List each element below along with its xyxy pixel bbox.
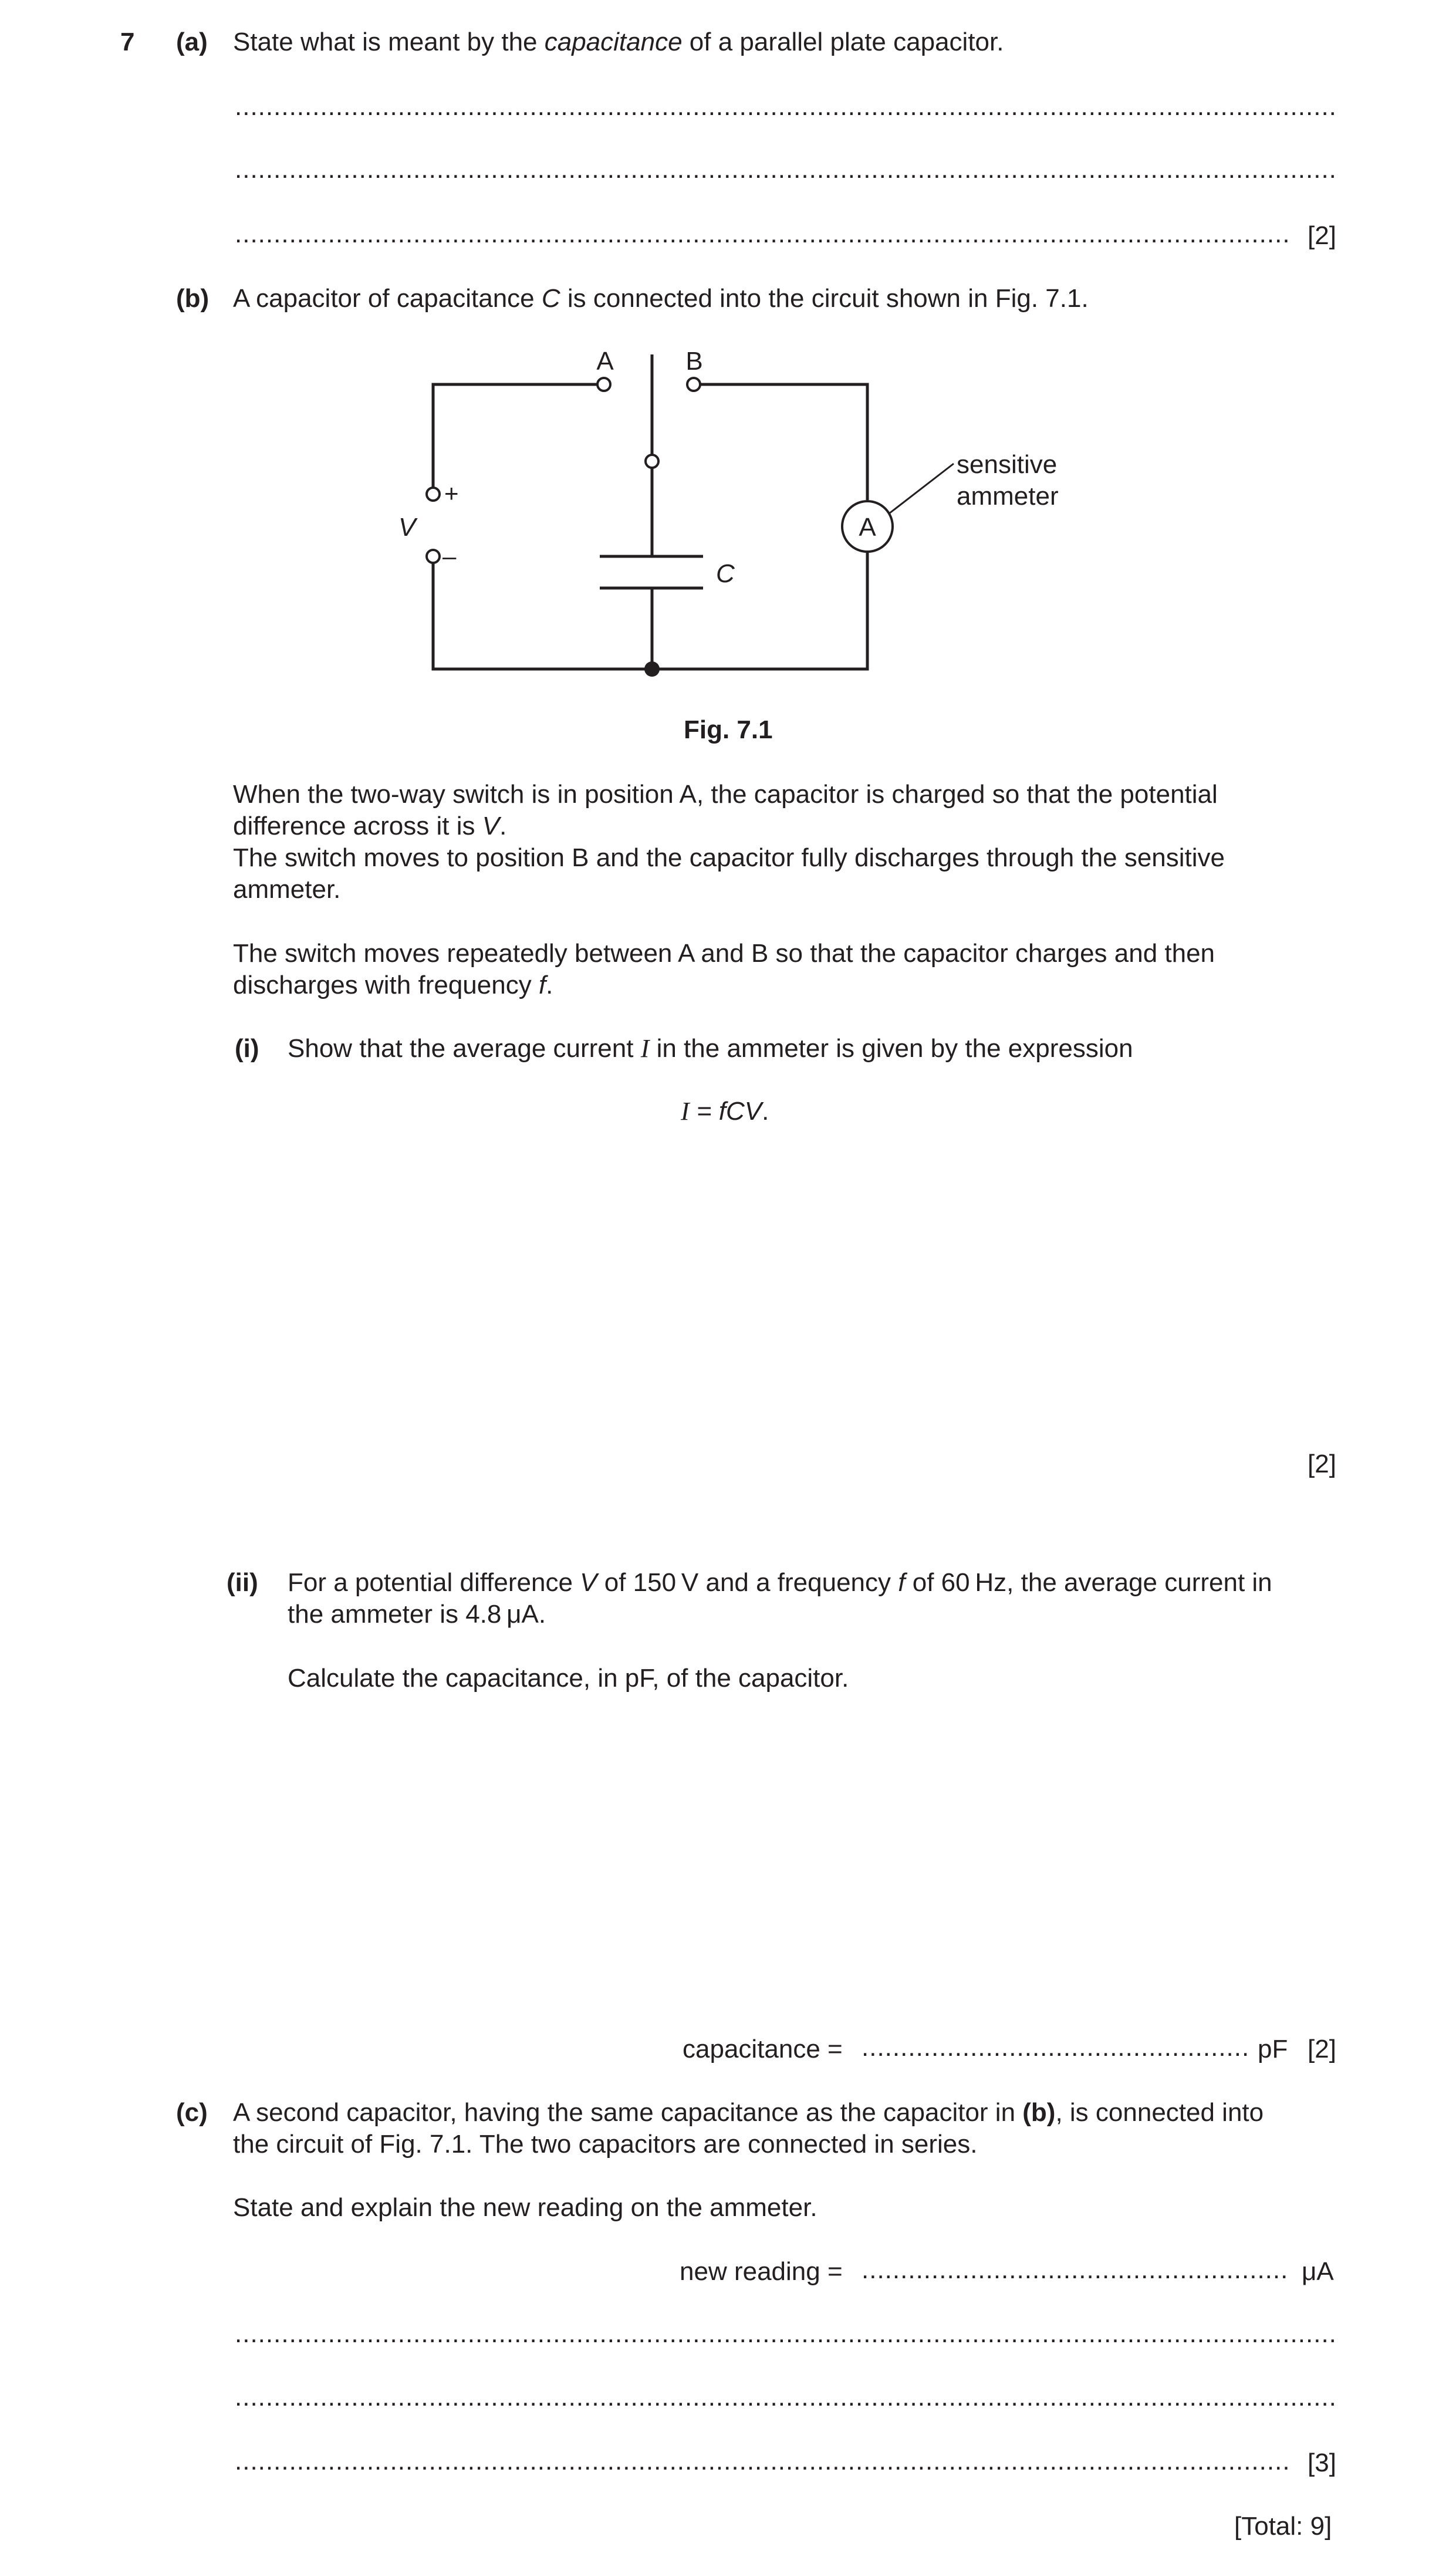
ammeter-symbol: A bbox=[859, 513, 876, 542]
sub-i-label: (i) bbox=[235, 1034, 259, 1063]
sub-i-question bbox=[288, 1033, 1133, 1065]
terminal-minus bbox=[427, 550, 440, 563]
terminal-a bbox=[597, 378, 610, 391]
part-c-line2: the circuit of Fig. 7.1. The two capacitors are connected in series. bbox=[233, 2130, 978, 2159]
sub-ii-text-a: For a potential difference bbox=[288, 1568, 580, 1597]
working-space-i[interactable] bbox=[288, 1144, 1338, 1438]
working-space-ii[interactable] bbox=[288, 1714, 1338, 2007]
part-c-instruction: State and explain the new reading on the ammeter. bbox=[233, 2193, 817, 2222]
capacitance-answer-label: capacitance = bbox=[683, 2035, 843, 2063]
switch-pivot bbox=[646, 455, 658, 468]
part-b-para1-line1: When the two-way switch is in position A, the capacitor is charged so that the potential bbox=[233, 780, 1218, 809]
sub-i-text-end: in the ammeter is given by the expression bbox=[649, 1034, 1133, 1063]
sub-ii-line1 bbox=[288, 1567, 1338, 1599]
new-reading-answer-line[interactable] bbox=[862, 2254, 1290, 2286]
sub-ii-label: (ii) bbox=[227, 1568, 258, 1597]
question-total: [Total: 9] bbox=[1234, 2512, 1332, 2541]
part-b-para1-line3: The switch moves to position B and the capacitor fully discharges through the sensitive bbox=[233, 843, 1225, 872]
part-c-line1 bbox=[233, 2097, 1338, 2129]
new-reading-label: new reading = bbox=[680, 2257, 843, 2286]
part-b-para1-line2 bbox=[233, 810, 506, 842]
answer-line[interactable] bbox=[235, 2382, 1338, 2413]
capacitance-unit: pF bbox=[1258, 2035, 1288, 2063]
part-a-emphasis: capacitance bbox=[544, 28, 683, 56]
capacitor-label: C bbox=[716, 559, 735, 588]
wire-left-top bbox=[433, 384, 597, 492]
ammeter-label-ammeter: ammeter bbox=[957, 482, 1059, 511]
part-c-marks: [3] bbox=[1308, 2448, 1336, 2477]
sub-ii-text-c: of 60 Hz, the average current in bbox=[905, 1568, 1272, 1597]
plus-sign: + bbox=[444, 479, 459, 507]
sub-ii-line2: the ammeter is 4.8 μA. bbox=[288, 1600, 546, 1629]
part-b-intro-text: A capacitor of capacitance bbox=[233, 284, 542, 313]
sub-ii-var-f: f bbox=[898, 1568, 906, 1597]
ammeter-label-sensitive: sensitive bbox=[957, 450, 1058, 479]
sub-i-marks: [2] bbox=[1308, 1450, 1336, 1478]
question-number: 7 bbox=[120, 28, 135, 56]
part-a-text: State what is meant by the bbox=[233, 28, 545, 56]
sub-i-var-i: I bbox=[640, 1034, 650, 1063]
part-c-text: A second capacitor, having the same capacitance as the capacitor in bbox=[233, 2098, 1023, 2127]
terminal-plus bbox=[427, 488, 440, 501]
sub-ii-instruction: Calculate the capacitance, in pF, of the capacitor. bbox=[288, 1664, 849, 1693]
sub-ii-marks: [2] bbox=[1308, 2035, 1336, 2063]
switch-b-label: B bbox=[685, 347, 703, 376]
expression-rest: = fCV bbox=[689, 1097, 762, 1126]
circuit-diagram bbox=[0, 0, 1456, 763]
part-a-label: (a) bbox=[176, 28, 208, 56]
answer-line[interactable] bbox=[235, 2318, 1338, 2350]
sub-i-text: Show that the average current bbox=[288, 1034, 641, 1063]
para1-text: difference across it is bbox=[233, 812, 482, 840]
answer-line[interactable] bbox=[235, 2446, 1291, 2477]
part-a-marks: [2] bbox=[1308, 221, 1336, 250]
new-reading-unit: μA bbox=[1302, 2257, 1334, 2286]
part-b-para2-line1: The switch moves repeatedly between A and B so that the capacitor charges and then bbox=[233, 939, 1215, 968]
part-b-para1-line4: ammeter. bbox=[233, 875, 341, 904]
wire-bottom bbox=[433, 552, 867, 669]
part-c-ref-b: (b) bbox=[1022, 2098, 1056, 2127]
expression-i: I bbox=[681, 1097, 690, 1126]
ammeter-leader bbox=[889, 464, 954, 514]
junction-dot bbox=[644, 661, 660, 677]
part-c-label: (c) bbox=[176, 2098, 208, 2127]
minus-sign: – bbox=[442, 542, 457, 570]
figure-caption: Fig. 7.1 bbox=[684, 715, 773, 744]
para1-period: . bbox=[499, 812, 507, 840]
part-b-para2-line2 bbox=[233, 970, 553, 1001]
sub-ii-text-b: of 150 V and a frequency bbox=[597, 1568, 898, 1597]
para2-period: . bbox=[546, 971, 553, 999]
part-b-label: (b) bbox=[176, 284, 210, 313]
expression-period: . bbox=[762, 1097, 769, 1126]
part-b-var-c: C bbox=[541, 284, 560, 313]
part-b-intro-end: is connected into the circuit shown in Fig. 7.1. bbox=[560, 284, 1089, 313]
part-a-text-end: of a parallel plate capacitor. bbox=[682, 28, 1004, 56]
part-c-text-end: , is connected into bbox=[1055, 2098, 1264, 2127]
para1-var-v: V bbox=[482, 812, 500, 840]
capacitance-answer-line[interactable] bbox=[862, 2032, 1249, 2063]
supply-label: V bbox=[398, 513, 416, 542]
switch-a-label: A bbox=[596, 347, 614, 376]
terminal-b bbox=[687, 378, 700, 391]
expression bbox=[681, 1096, 769, 1127]
para2-var-f: f bbox=[538, 971, 546, 999]
wire-right-top bbox=[700, 384, 867, 500]
sub-ii-var-v: V bbox=[580, 1568, 597, 1597]
para2-text: discharges with frequency bbox=[233, 971, 539, 999]
